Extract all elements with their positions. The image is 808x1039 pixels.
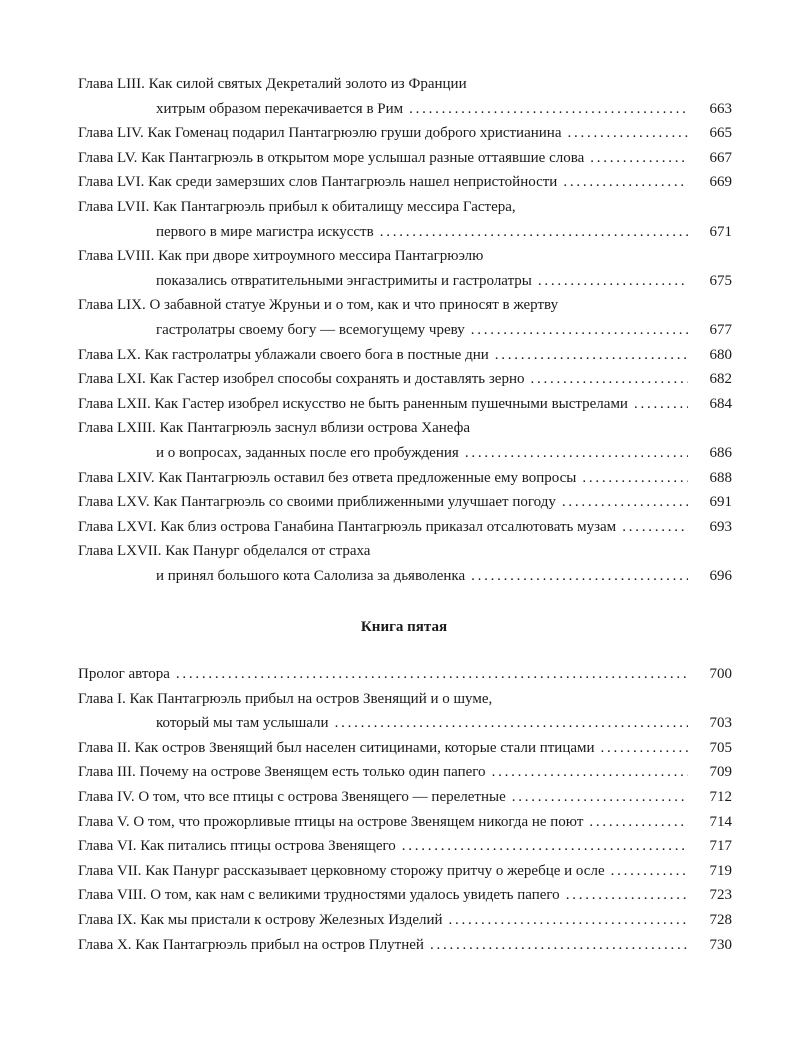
toc-page-number: 700 (692, 662, 732, 687)
toc-entry-title (78, 834, 732, 859)
toc-entry-text: и о вопросах, заданных после его пробуждения (156, 444, 459, 461)
toc-entry (78, 195, 732, 244)
toc-page-number: 680 (692, 343, 732, 368)
toc-entry-title (78, 195, 732, 220)
toc-entry (78, 343, 732, 368)
toc-page-number: 703 (692, 711, 732, 736)
toc-entry-text: Глава LXII. Как Гастер изобрел искусство не быть раненным пушечными выстрелами (78, 395, 628, 412)
toc-entry-text: Глава X. Как Пантагрюэль прибыл на остров Плутней (78, 936, 424, 953)
toc-entry (78, 687, 732, 736)
toc-entry-text: Глава LXI. Как Гастер изобрел способы сохранять и доставлять зерно (78, 371, 525, 388)
toc-entry-title (78, 687, 732, 712)
toc-entry (78, 859, 732, 884)
toc-entry-title (78, 662, 732, 687)
toc-entry-title (78, 121, 732, 146)
toc-entry-title (78, 293, 732, 318)
toc-entry (78, 121, 732, 146)
toc-page-number: 663 (692, 97, 732, 122)
toc-entry-title (78, 72, 732, 97)
toc-entry (78, 539, 732, 588)
toc-entry (78, 908, 732, 933)
toc-entry-title (78, 785, 732, 810)
toc-page-number: 684 (692, 392, 732, 417)
toc-entry-text: Глава LVI. Как среди замерзших слов Пантагрюэль нашел непристойности (78, 174, 558, 191)
toc-entry-text: Глава LIX. О забавной статуе Жруньи и о том, как и что приносят в жертву (78, 297, 559, 314)
toc-page-number: 675 (692, 269, 732, 294)
toc-entry-title-continued (78, 441, 732, 466)
toc-entry-text: показались отвратительными энгастримиты и гастролатры (156, 272, 532, 289)
toc-page-number: 686 (692, 441, 732, 466)
toc-entry-text: Глава IX. Как мы пристали к острову Железных Изделий (78, 911, 443, 928)
toc-page-number: 728 (692, 908, 732, 933)
toc-entry-text: Глава LXIII. Как Пантагрюэль заснул вблизи острова Ханефа (78, 420, 470, 437)
toc-entry-title-continued (78, 220, 732, 245)
toc-entry-text: Глава LVII. Как Пантагрюэль прибыл к обиталищу мессира Гастера, (78, 198, 516, 215)
toc-entry (78, 170, 732, 195)
toc-entry-title (78, 466, 732, 491)
toc-entry (78, 72, 732, 121)
toc-entry-text: Пролог автора (78, 666, 170, 682)
toc-entry-text: хитрым образом перекачивается в Рим (156, 100, 404, 117)
toc-entry-text: Глава VII. Как Панург рассказывает церковному сторожу притчу о жеребце и осле (78, 862, 605, 879)
toc-page-number: 671 (692, 220, 732, 245)
toc-entry-title-continued (78, 269, 732, 294)
toc-page-number: 696 (692, 564, 732, 589)
toc-entry-title (78, 146, 732, 171)
toc-page-number: 717 (692, 834, 732, 859)
toc-entry-text: Глава LXV. Как Пантагрюэль со своими приближенными улучшает погоду (78, 494, 556, 511)
toc-page-number: 677 (692, 318, 732, 343)
toc-entry-title (78, 515, 732, 540)
toc-entry-title (78, 490, 732, 515)
toc-page-number: 693 (692, 515, 732, 540)
toc-entry-text: который мы там услышали (156, 715, 329, 732)
toc-page-number: 665 (692, 121, 732, 146)
toc-entry-text: Глава LX. Как гастролатры ублажали своего бога в постные дни (78, 346, 489, 363)
toc-entry-title (78, 367, 732, 392)
toc-page-number: 712 (692, 785, 732, 810)
toc-entry-title-continued (78, 711, 732, 736)
toc-page-number: 691 (692, 490, 732, 515)
toc-entry (78, 466, 732, 491)
book-heading: Книга пятая (360, 619, 448, 635)
toc-page-number: 730 (692, 933, 732, 958)
toc-entry-text: Глава LXVII. Как Панург обделался от страха (78, 543, 371, 560)
toc-page-number: 714 (692, 810, 732, 835)
toc-page-number: 688 (692, 466, 732, 491)
toc-entry-title (78, 244, 732, 269)
toc-entry-title (78, 760, 732, 785)
toc-page-number: 709 (692, 760, 732, 785)
toc-entry-text: Глава LXIV. Как Пантагрюэль оставил без ответа предложенные ему вопросы (78, 469, 577, 486)
toc-entry-title (78, 392, 732, 417)
toc-entry (78, 883, 732, 908)
toc-entry-text: Глава III. Почему на острове Звенящем есть только один папего (78, 764, 486, 781)
toc-entry-title (78, 343, 732, 368)
toc-entry (78, 515, 732, 540)
toc-entry (78, 662, 732, 687)
toc-entry (78, 810, 732, 835)
toc-entry-text: Глава LIV. Как Гоменац подарил Пантагрюэлю груши доброго христианина (78, 125, 562, 142)
toc-entry-text: Глава LV. Как Пантагрюэль в открытом море услышал разные оттаявшие слова (78, 149, 585, 166)
toc-page-number: 723 (692, 883, 732, 908)
toc-entry-title (78, 170, 732, 195)
toc-entry-text: и принял большого кота Салолиза за дьяволенка (156, 567, 466, 584)
toc-entry-title (78, 539, 732, 564)
toc-entry-title (78, 859, 732, 884)
toc-entry-text: Глава IV. О том, что все птицы с острова Звенящего — перелетные (78, 788, 506, 805)
toc-entry-title (78, 736, 732, 761)
toc-page-number: 719 (692, 859, 732, 884)
toc-page-number: 669 (692, 170, 732, 195)
toc-entry-text: Глава V. О том, что прожорливые птицы на острове Звенящем никогда не поют (78, 813, 584, 830)
toc-entry (78, 392, 732, 417)
toc-entry-text: Глава VI. Как питались птицы острова Звенящего (78, 838, 396, 855)
toc-page-number: 705 (692, 736, 732, 761)
toc-entry-title-continued (78, 564, 732, 589)
toc-entry (78, 367, 732, 392)
toc-entry-text: Глава I. Как Пантагрюэль прибыл на остров Звенящий и о шуме, (78, 690, 493, 707)
toc-entry-text: гастролатры своему богу — всемогущему чреву (156, 321, 465, 338)
toc-entry (78, 490, 732, 515)
toc-page-number: 682 (692, 367, 732, 392)
toc-entry-text: Глава LVIII. Как при дворе хитроумного мессира Пантагрюэлю (78, 248, 484, 265)
toc-page-number: 667 (692, 146, 732, 171)
toc-entry (78, 736, 732, 761)
toc-entry-title-continued (78, 318, 732, 343)
toc-entry (78, 760, 732, 785)
table-of-contents-book-five (78, 662, 732, 957)
toc-entry (78, 785, 732, 810)
table-of-contents-book-four (78, 72, 732, 588)
toc-entry-title-continued (78, 97, 732, 122)
toc-entry-title (78, 908, 732, 933)
toc-entry-text: Глава VIII. О том, как нам с великими трудностями удалось увидеть папего (78, 887, 560, 904)
toc-entry (78, 933, 732, 958)
toc-entry-text: Глава LIII. Как силой святых Декреталий золото из Франции (78, 76, 467, 92)
toc-entry-text: Глава LXVI. Как близ острова Ганабина Пантагрюэль приказал отсалютовать музам (78, 518, 617, 535)
toc-entry (78, 834, 732, 859)
toc-entry-title (78, 883, 732, 908)
toc-entry (78, 146, 732, 171)
toc-entry (78, 416, 732, 465)
toc-entry-title (78, 416, 732, 441)
toc-entry (78, 293, 732, 342)
toc-entry (78, 244, 732, 293)
toc-entry-text: Глава II. Как остров Звенящий был населен ситицинами, которые стали птицами (78, 739, 595, 756)
toc-entry-title (78, 810, 732, 835)
toc-entry-title (78, 933, 732, 958)
toc-entry-text: первого в мире магистра искусств (156, 223, 374, 240)
